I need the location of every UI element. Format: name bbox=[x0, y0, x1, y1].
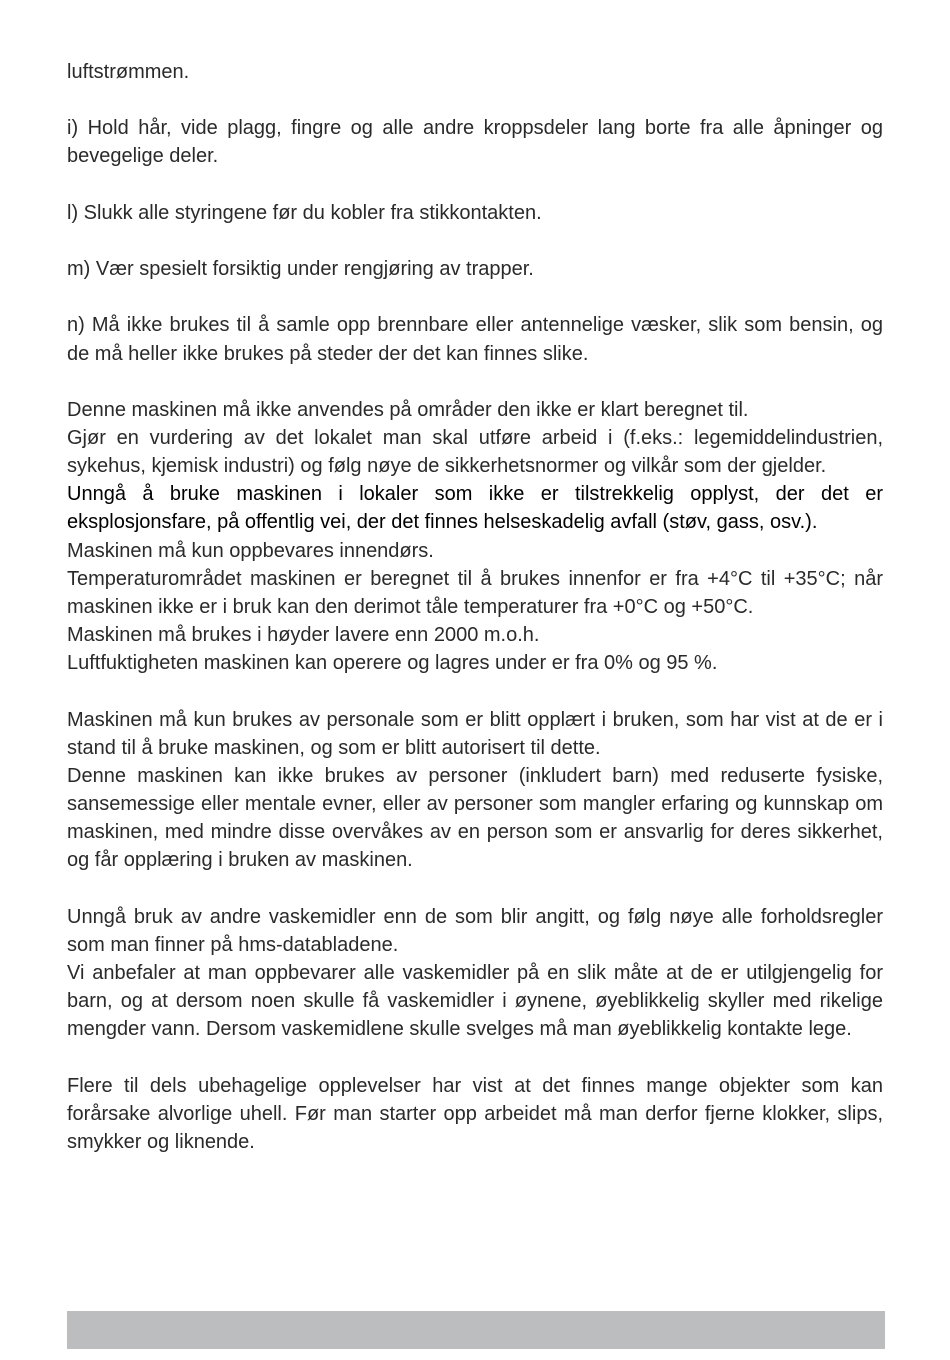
paragraph-usage-areas: Denne maskinen må ikke anvendes på områder den ikke er klart beregnet til. bbox=[67, 398, 749, 421]
paragraph-altitude: Maskinen må brukes i høyder lavere enn 2000 m.o.h. bbox=[67, 624, 540, 647]
paragraph-temperature-range: Temperaturområdet maskinen er beregnet til å brukes innenfor er fra +4°C til +35°C; når maskinen ikke er i bruk kan den derimot tåle temperaturer fra +0°C og +50°C. bbox=[67, 567, 883, 618]
paragraph-indoor-storage: Maskinen må kun oppbevares innendørs. bbox=[67, 539, 434, 562]
paragraph-item-i: i) Hold hår, vide plagg, fingre og alle andre kroppsdeler lang borte fra alle åpninger og bevegelige deler. bbox=[67, 117, 883, 168]
paragraph-avoid-locations: Unngå å bruke maskinen i lokaler som ikke er tilstrekkelig opplyst, der det er eksplosjonsfare, på offentlig vei, der det finnes helseskadelig avfall (støv, gass, osv.). bbox=[67, 483, 883, 534]
paragraph-reduced-capabilities: Denne maskinen kan ikke brukes av personer (inkludert barn) med reduserte fysiske, sansemessige eller mentale evner, eller av personer som mangler erfaring og kunnskap om maskinen, med mindre disse overvåkes av en person som er ansvarlig for deres sikkerhet, og får opplæring i bruken av maskinen. bbox=[67, 764, 883, 872]
paragraph-workplace-assessment: Gjør en vurdering av det lokalet man skal utføre arbeid i (f.eks.: legemiddelindustrien, sykehus, kjemisk industri) og følg nøye de sikkerhetsnormer og vilkår som der gjelder. bbox=[67, 426, 883, 478]
paragraph-item-n: n) Må ikke brukes til å samle opp brennbare eller antennelige væsker, slik som bensin, og de må heller ikke brukes på steder der det kan finnes slike. bbox=[67, 314, 883, 365]
paragraph-item-l: l) Slukk alle styringene før du kobler fra stikkontakten. bbox=[67, 201, 542, 224]
paragraph-detergent-storage: Vi anbefaler at man oppbevarer alle vaskemidler på en slik måte at de er utilgjengelig for barn, og at dersom noen skulle få vaskemidler i øynene, øyeblikkelig skyller med rikelige mengder vann. Dersom vaskemidlene skulle svelges må man øyeblikkelig kontakte lege. bbox=[67, 961, 883, 1041]
paragraph-trained-personnel: Maskinen må kun brukes av personale som er blitt opplært i bruken, som har vist at de er i stand til å bruke maskinen, og som er blitt autorisert til dette. bbox=[67, 708, 883, 759]
paragraph-remove-objects: Flere til dels ubehagelige opplevelser har vist at det finnes mange objekter som kan forårsake alvorlige uhell. Før man starter opp arbeidet må man derfor fjerne klokker, slips, smykker og liknende. bbox=[67, 1074, 883, 1153]
paragraph-humidity: Luftfuktigheten maskinen kan operere og lagres under er fra 0% og 95 %. bbox=[67, 652, 718, 675]
paragraph-item-m: m) Vær spesielt forsiktig under rengjøring av trapper. bbox=[67, 258, 534, 281]
paragraph-continuation: luftstrømmen. bbox=[67, 61, 190, 83]
document-page bbox=[67, 58, 883, 1156]
paragraph-detergents: Unngå bruk av andre vaskemidler enn de som blir angitt, og følg nøye alle forholdsregler som man finner på hms-databladene. bbox=[67, 905, 883, 956]
footer-bar bbox=[67, 1311, 885, 1349]
